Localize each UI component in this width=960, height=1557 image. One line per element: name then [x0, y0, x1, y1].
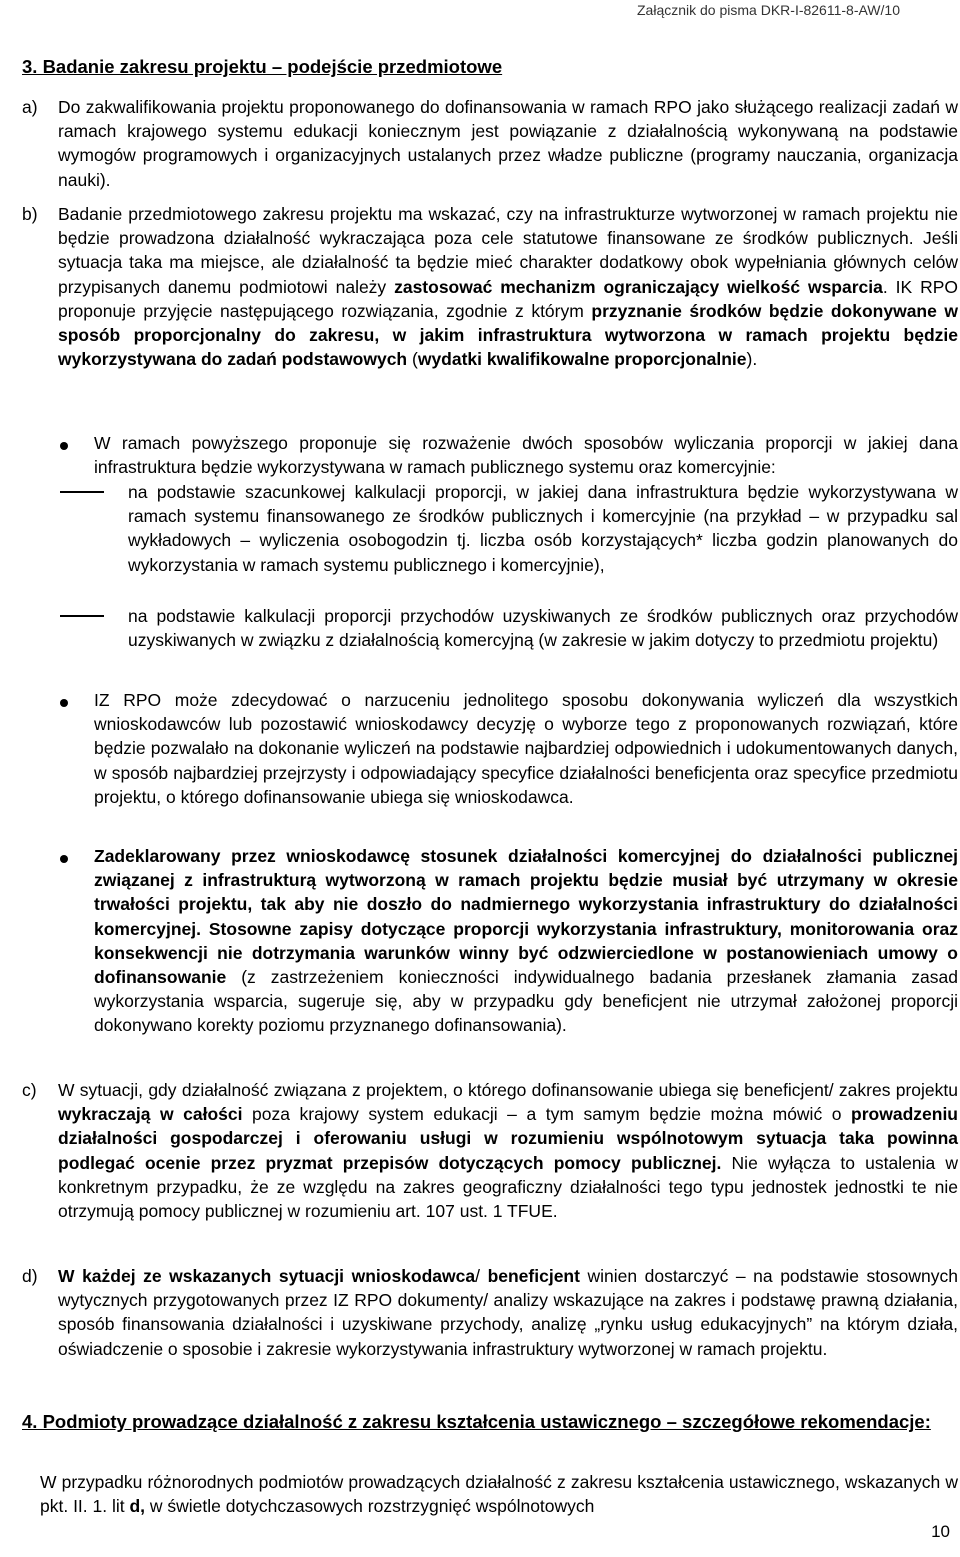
item-a-label: a) [22, 97, 38, 117]
dash-icon [60, 491, 104, 493]
section-3-heading: 3. Badanie zakresu projektu – podejście przedmiotowe [22, 56, 503, 77]
dash-1-text: na podstawie szacunkowej kalkulacji proporcji, w jakiej dana infrastruktura będzie wykorzystywana w ramach systemu finansowanego ze środków publicznych i komercyjnie (na przykład – w przypadku sal wykładowych – wyliczenia osobogodzin tj. liczba osób korzystających* liczba godzin planowanych do wykorzystania w ramach systemu publicznego i komercyjnie), [128, 482, 958, 575]
dash-2-text: na podstawie kalkulacji proporcji przychodów uzyskiwanych ze środków publicznych oraz przychodów uzyskiwanych w związku z działalnością komercyjną (w zakresie w jakim dotyczy to przedmiotu projektu) [128, 606, 958, 651]
item-c-label: c) [22, 1080, 37, 1100]
section-4-text: W przypadku różnorodnych podmiotów prowadzących działalność z zakresu kształcenia ustawicznego, wskazanych w pkt. II. 1. lit d, w świetle dotychczasowych rozstrzygnięć wspólnotowych [40, 1472, 958, 1517]
item-b-text: Badanie przedmiotowego zakresu projektu ma wskazać, czy na infrastrukturze wytworzonej w ramach projektu nie będzie prowadzona działalność wykraczająca poza cele statutowe finansowane ze środków publicznych. Jeśli sytuacja taka ma miejsce, ale działalność ta będzie mieć charakter dodatkowy obok wypełniania głównych celów przypisanych danemu podmiotowi należy zastosować mechanizm ograniczający wielkość wsparcia. IK RPO proponuje przyjęcie następującego rozwiązania, zgodnie z którym przyznanie środków będzie dokonywane w sposób proporcjonalny do zakresu, w jakim infrastruktura wytworzona w ramach projektu będzie wykorzystywana do zadań podstawowych (wydatki kwalifikowalne proporcjonalnie). [58, 204, 959, 370]
bullet-icon [60, 442, 68, 450]
section-4-heading: 4. Podmioty prowadzące działalność z zakresu kształcenia ustawicznego – szczegółowe rekomendacje: [22, 1411, 931, 1432]
page-number: 10 [931, 1522, 950, 1541]
item-c-text: W sytuacji, gdy działalność związana z projektem, o którego dofinansowanie ubiega się beneficjent/ zakres projektu wykraczają w całości poza krajowy system edukacji – a tym samym będzie można mówić o prowadzeniu działalności gospodarczej i oferowaniu usługi w rozumieniu wspólnotowym sytuacja taka powinna podlegać ocenie przez pryzmat przepisów dotyczących pomocy publicznej. Nie wyłącza to ustalenia w konkretnym przypadku, że ze względu na zakres geograficzny działalności tego typu jednostek jednostki te nie otrzymują pomocy publicznej w rozumieniu art. 107 ust. 1 TFUE. [58, 1080, 958, 1222]
bullet-1-text: W ramach powyższego proponuje się rozważenie dwóch sposobów wyliczania proporcji w jakiej dana infrastruktura będzie wykorzystywana w ramach publicznego systemu oraz komercyjnie: [94, 433, 958, 478]
bullet-3-text: Zadeklarowany przez wnioskodawcę stosunek działalności komercyjnej do działalności publicznej związanej z infrastrukturą wytworzoną w ramach projektu będzie musiał być utrzymany w okresie trwałości projektu, tak aby nie doszło do nadmiernego wykorzystania infrastruktury do działalności komercyjnej. Stosowne zapisy dotyczące proporcji wykorzystania infrastruktury, monitorowania oraz konsekwencji nie dotrzymania warunków winny być odzwierciedlone w postanowieniach umowy o dofinansowanie (z zastrzeżeniem konieczności indywidualnego badania przesłanek złamania zasad wykorzystania wsparcia, sugeruje się, aby w przypadku gdy beneficjent nie utrzymał założonej proporcji dokonywano korekty poziomu przyznanego dofinansowania). [94, 846, 958, 1036]
bullet-icon [60, 855, 68, 863]
dash-icon [60, 615, 104, 617]
item-d-text: W każdej ze wskazanych sytuacji wnioskodawca/ beneficjent winien dostarczyć – na podstawie stosownych wytycznych przygotowanych przez IZ RPO dokumenty/ analizy wskazujące na zakres i podstawę prawną działania, sposób finansowania działalności i uzyskiwane przychody, analizę „rynku usług edukacyjnych” na którym działa, oświadczenie o sposobie i zakresie wykorzystywania infrastruktury wytworzonej w ramach projektu. [58, 1266, 958, 1359]
item-b-label: b) [22, 204, 38, 224]
bullet-icon [60, 699, 68, 707]
item-d-label: d) [22, 1266, 38, 1286]
attachment-reference: Załącznik do pisma DKR-I-82611-8-AW/10 [637, 2, 900, 18]
item-a-text: Do zakwalifikowania projektu proponowanego do dofinansowania w ramach RPO jako służącego realizacji zadań w ramach krajowego systemu edukacji koniecznym jest powiązanie z działalnością wykonywaną na podstawie wymogów programowych i organizacyjnych ustalanych przez władze publiczne (programy nauczania, organizacja nauki). [58, 97, 958, 190]
bullet-2-text: IZ RPO może zdecydować o narzuceniu jednolitego sposobu dokonywania wyliczeń dla wszystkich wnioskodawców lub pozostawić wnioskodawcy decyzję o wyborze tego z proponowanych rozwiązań, które będzie pozwalało na dokonanie wyliczeń na podstawie najbardziej odpowiednich i udokumentowanych danych, w sposób najbardziej przejrzysty i odpowiadający specyfice działalności beneficjenta oraz specyfice przedmiotu projektu, o którego dofinansowanie ubiega się wnioskodawca. [94, 690, 958, 807]
